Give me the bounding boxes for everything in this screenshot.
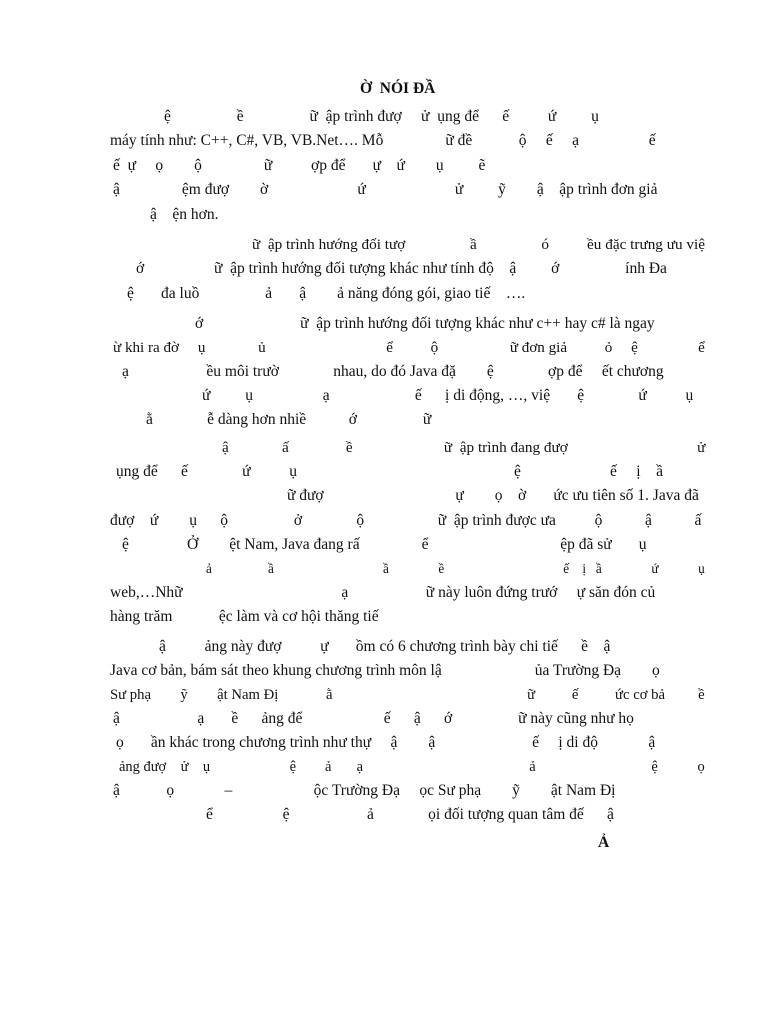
paragraph-4-line-5: ệ Ở ệt Nam, Java đang rấ ể ệp đã sử ụ (122, 536, 647, 553)
paragraph-1-line-5: ậ ện hơn. (150, 206, 219, 223)
paragraph-1-line-2: máy tính như: C++, C#, VB, VB.Net…. Mỗ ữ đề ộ ế ạ ế (110, 132, 656, 149)
paragraph-5-line-4: ậ ạ ề ảng để ế ậ ớ ữ này cũng như họ (113, 710, 634, 727)
page-title: Ờ NÓI ĐẦ (360, 80, 436, 97)
paragraph-3-line-4: ứ ụ ạ ế ị di động, …, việ ệ ứ ụ (202, 387, 694, 404)
paragraph-5-line-5: ọ ần khác trong chương trình như thự ậ ậ ế ị di độ ậ (116, 734, 656, 751)
paragraph-5-line-6: ảng đượ ử ụ ệ ả ạ ả ệ ọ (119, 759, 705, 775)
paragraph-3-line-1: ớ ữ ập trình hướng đối tượng khác như c++ hay c# là ngay (195, 315, 655, 332)
paragraph-1-line-1: ệ ề ữ ập trình đượ ử ụng để ế ứ ụ (164, 108, 599, 125)
paragraph-3-line-2: ừ khi ra đờ ụ ủ ể ộ ữ đơn giả ỏ ệ ể (113, 340, 705, 356)
paragraph-4-line-4: đượ ứ ụ ộ ở ộ ữ ập trình được ưa ộ ậ ấ (110, 512, 702, 529)
paragraph-1-line-3: ế ự ọ ộ ữ ợp để ự ứ ụ ẽ (113, 157, 486, 174)
paragraph-5-line-7: ậ ọ – ộc Trường Đạ ọc Sư phạ ỹ ật Nam Đị (113, 782, 616, 799)
paragraph-4-line-6: ả ầ ầ ề ế ị ầ ứ ụ (206, 561, 705, 576)
paragraph-5-line-1: ậ ảng này đượ ự ồm có 6 chương trình bày chi tiế ề ậ (159, 638, 611, 655)
paragraph-5-line-2: Java cơ bản, bám sát theo khung chương trình môn lậ ủa Trường Đạ ọ (110, 662, 660, 679)
paragraph-4-line-7: web,…Nhữ ạ ữ này luôn đứng trướ ự săn đón củ (110, 584, 656, 601)
paragraph-5-line-3: Sư phạ ỹ ật Nam Đị ằ ữ ế ức cơ bả ề (110, 687, 705, 703)
paragraph-4-line-1: ậ ấ ề ữ ập trình đang đượ ử (222, 439, 706, 456)
paragraph-3-line-3: ạ ều môi trườ nhau, do đó Java đặ ệ ợp để ết chương (122, 363, 664, 380)
paragraph-4-line-3: ữ đượ ự ọ ờ ức ưu tiên số 1. Java đã (287, 487, 699, 504)
paragraph-2-line-2: ớ ữ ập trình hướng đối tượng khác như tính độ ậ ớ ính Đa (136, 260, 667, 277)
paragraph-2-line-1: ữ ập trình hướng đối tượ ầ ó ều đặc trưng ưu việ (252, 236, 705, 253)
author-mark: Ả (598, 834, 610, 851)
paragraph-2-line-3: ệ đa luồ ả ậ ả năng đóng gói, giao tiế …. (127, 285, 526, 302)
paragraph-3-line-5: ằ ễ dàng hơn nhiề ớ ữ (146, 411, 432, 428)
paragraph-5-line-8: ể ệ ả ọi đối tượng quan tâm đế ậ (206, 806, 614, 823)
paragraph-4-line-8: hàng trăm ệc làm và cơ hội thăng tiế (110, 608, 379, 625)
paragraph-4-line-2: ụng để ế ứ ụ ệ ế ị ầ (116, 463, 663, 480)
paragraph-1-line-4: ậ ệm đượ ờ ứ ử ỹ ậ ập trình đơn giả (113, 181, 658, 198)
